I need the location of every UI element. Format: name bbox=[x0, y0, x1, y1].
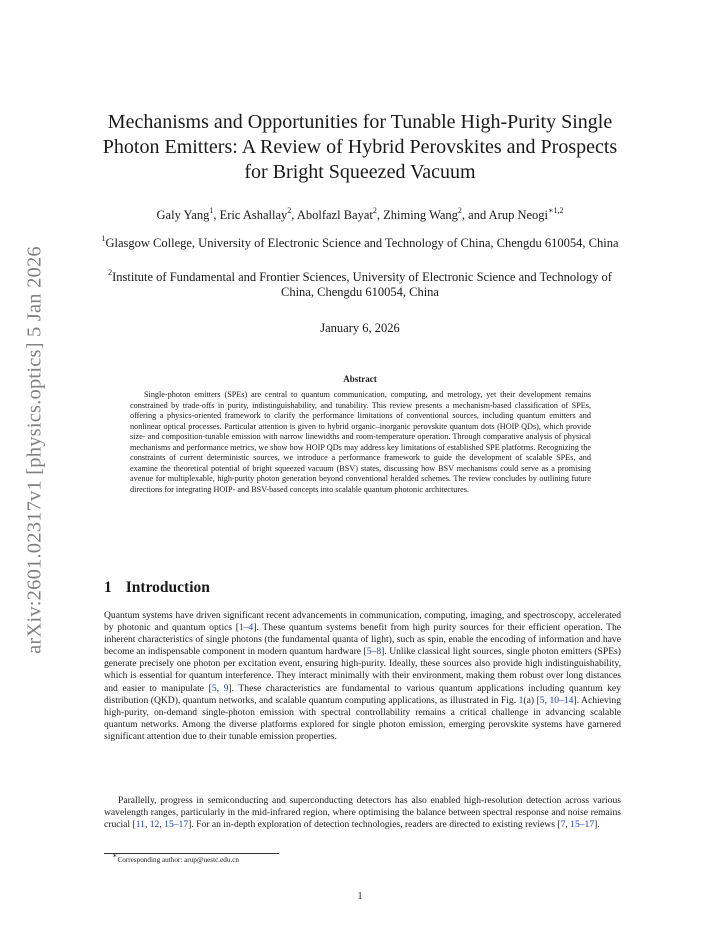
citation-link[interactable]: 9 bbox=[223, 682, 229, 694]
paragraph-text: , bbox=[565, 819, 571, 831]
paragraph-text: ]. Achieving high-purity, on-demand single-photon emission with spectral controllability remains a critical challenge in advancing scalable quantum networks. Among the diverse platforms explored for single photon emission, emerging perovskite systems have garnered significant attention due to their tunable emission properties. bbox=[104, 694, 621, 742]
section-heading bbox=[104, 579, 210, 597]
paper-title: Mechanisms and Opportunities for Tunable High-Purity Single Photon Emitters: A Review of Hybrid Perovskites and Prospects for Bright Squeezed Vacuum bbox=[102, 111, 618, 183]
citation-link[interactable]: 11 bbox=[135, 819, 145, 831]
author: Abolfazl Bayat$^2$, bbox=[296, 205, 384, 222]
abstract-body: Single-photon emitters (SPEs) are central to quantum communication, computing, and metrology, yet their development remains constrained by trade-offs in purity, indistinguishability, and tunability. This review presents a mechanism-based classification of SPEs, offering a physics-oriented framework to clarify the performance limitations of conventional sources, including quantum emitters and nonlinear optical processes. Particular attention is given to hybrid organic–inorganic perovskite quantum dots (HOIP QDs), which provide size- and composition-tunable emission with narrow linewidths and room-temperature operation. Through comparative analysis of physical mechanisms and performance metrics, we show how HOIP QDs may address key limitations of established SPE platforms. Recognizing the constraints of current deterministic sources, we introduce a performance framework to guide the development of scalable SPEs, and examine the theoretical potential of bright squeezed vacuum (BSV) states, discussing how BSV mechanisms could serve as a promising avenue for multiplexable, high-purity photon generation beyond conventional heralded schemes. The review concludes by outlining future directions for integrating HOIP- and BSV-based concepts into scalable quantum photonic architectures. bbox=[130, 390, 591, 494]
citation-link[interactable]: 5 bbox=[211, 682, 217, 694]
paragraph-text: Parallelly, progress in semiconducting and superconducting detectors has also enabled high-resolution detection across various wavelength ranges, particularly in the mid-infrared region, where optimising the balance between spectral response and noise remains crucial [ bbox=[104, 795, 621, 831]
paragraph-text: ]. For an in-depth exploration of detection technologies, readers are directed to existing reviews [ bbox=[188, 819, 561, 831]
citation-link[interactable]: 7 bbox=[560, 819, 566, 831]
paragraph-text: ]. Unlike classical light sources, single photon emitters (SPEs) generate precisely one photon per excitation event, ensuring high-purity. Ideally, these sources also provide high indistinguishability, which is essential for quantum interference. They interact minimally with their environment, making them robust over long distances and easier to manipulate [ bbox=[104, 646, 621, 694]
section-title: Introduction bbox=[125, 579, 210, 596]
citation-link[interactable]: 15–17 bbox=[570, 819, 595, 831]
intro-paragraph-1 bbox=[104, 610, 621, 743]
paragraph-text: ]. bbox=[594, 819, 600, 831]
affiliation-2: $^2$Institute of Fundamental and Frontier Sciences, University of Electronic Science and Technology of China, Chengdu 610054, China bbox=[108, 267, 612, 299]
paragraph-text: (a) [ bbox=[523, 694, 540, 706]
author-list bbox=[80, 207, 640, 223]
citation-link[interactable]: 12 bbox=[149, 819, 160, 831]
paragraph-text: , bbox=[159, 819, 165, 831]
page-number: 1 bbox=[357, 891, 363, 902]
author: Arup Neogi$^{∗1,2}$ bbox=[488, 205, 564, 222]
citation-link[interactable]: 10–14 bbox=[549, 694, 574, 706]
citation-link[interactable]: 1–4 bbox=[238, 622, 254, 634]
publication-date: January 6, 2026 bbox=[320, 321, 400, 335]
citation-link[interactable]: 15–17 bbox=[164, 819, 189, 831]
intro-paragraph-2 bbox=[104, 795, 621, 831]
paragraph-text: , bbox=[544, 694, 550, 706]
arxiv-id-text: arXiv:2601.02317v1 [physics.optics] 5 Jan 2026 bbox=[23, 246, 46, 654]
author: Eric Ashallay$^2$, bbox=[219, 205, 297, 222]
paragraph-text: , bbox=[216, 682, 224, 694]
section-number: 1 bbox=[104, 579, 112, 596]
author: Galy Yang$^1$, bbox=[156, 205, 220, 222]
paragraph-text: Quantum systems have driven significant recent advancements in communication, computing, imaging, and spectroscopy, accelerated by photonic and quantum optics [ bbox=[104, 610, 621, 634]
citation-link[interactable]: 5 bbox=[539, 694, 545, 706]
footnote: ∗Corresponding author: arup@uestc.edu.cn bbox=[112, 850, 240, 864]
affiliation-1: $^1$Glasgow College, University of Electronic Science and Technology of China, Chengdu 610054, China bbox=[101, 233, 619, 250]
abstract-heading: Abstract bbox=[343, 374, 377, 384]
citation-link[interactable]: 1 bbox=[518, 694, 524, 706]
paragraph-text: ]. These quantum systems benefit from high purity sources for their efficient operation. The inherent characteristics of single photons (the fundamental quanta of light), such as spin, enable the encoding of information and have become an indispensable component in modern quantum hardware [ bbox=[104, 622, 621, 658]
paragraph-text: ]. These characteristics are fundamental to various quantum applications including quantum key distribution (QKD), quantum networks, and scalable quantum computing applications, as illustrated in Fig. bbox=[104, 682, 621, 706]
paragraph-text: , bbox=[144, 819, 150, 831]
citation-link[interactable]: 5–8 bbox=[366, 646, 382, 658]
arxiv-identifier-stamp bbox=[10, 230, 60, 670]
author: Zhiming Wang$^2$, and bbox=[383, 205, 489, 222]
footnote-rule bbox=[104, 853, 279, 854]
